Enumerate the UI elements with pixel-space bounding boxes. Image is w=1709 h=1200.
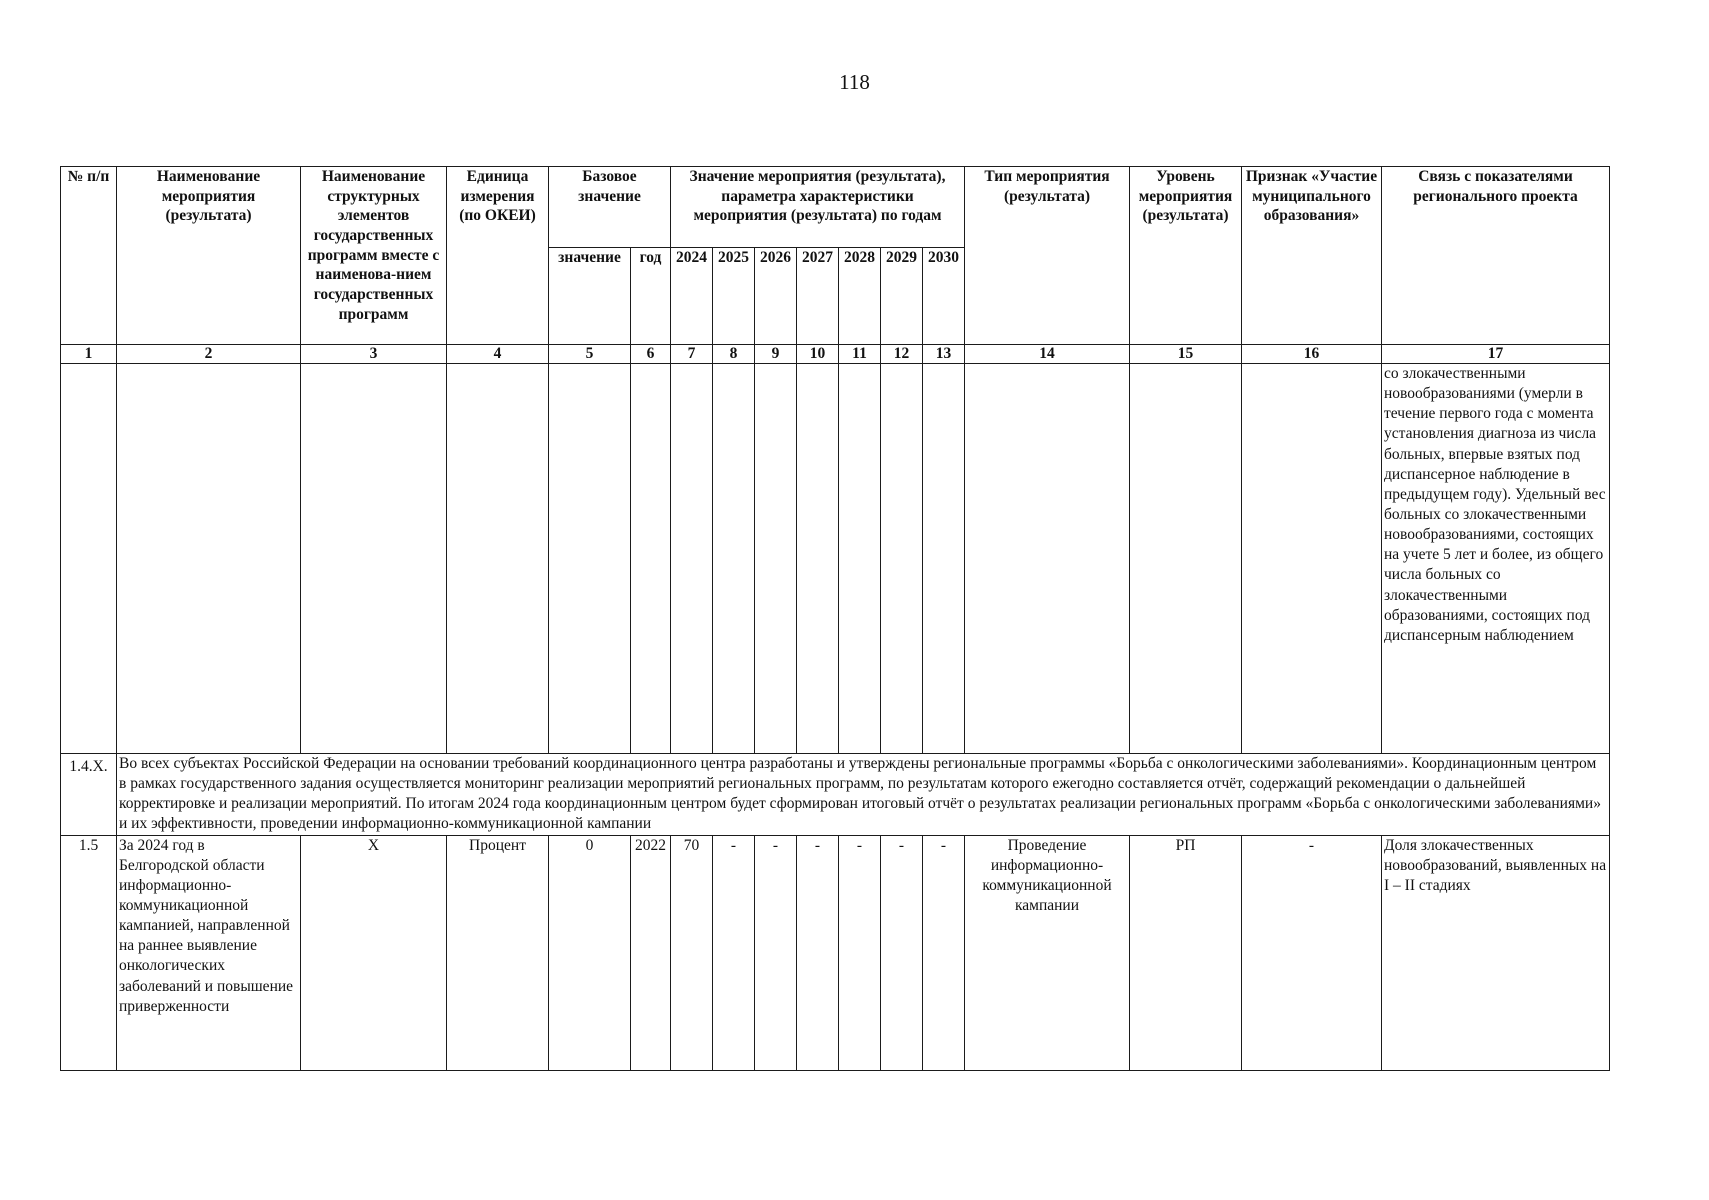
row-unit: Процент	[447, 835, 549, 1070]
header-num: № п/п	[61, 167, 117, 345]
empty-cell	[881, 364, 923, 754]
section-num: 1.4.X.	[61, 754, 117, 836]
header-event-values: Значение мероприятия (результата), параметра характеристики мероприятия (результата) по годам	[671, 167, 965, 248]
col-number: 15	[1130, 345, 1242, 364]
column-numbers-row	[61, 345, 1610, 364]
row-year-2026: -	[755, 835, 797, 1070]
col-number: 13	[923, 345, 965, 364]
empty-cell	[797, 364, 839, 754]
header-year-2024: 2024	[671, 248, 713, 345]
empty-cell	[671, 364, 713, 754]
header-base-sub-year: год	[631, 248, 671, 345]
empty-cell	[447, 364, 549, 754]
header-year-2029: 2029	[881, 248, 923, 345]
header-unit: Единица измерения (по ОКЕИ)	[447, 167, 549, 345]
col-number: 2	[117, 345, 301, 364]
empty-cell	[965, 364, 1130, 754]
row-year-2028: -	[839, 835, 881, 1070]
col-number: 1	[61, 345, 117, 364]
col-number: 4	[447, 345, 549, 364]
empty-cell	[1242, 364, 1382, 754]
row-event-type: Проведение информационно-коммуникационной кампании	[965, 835, 1130, 1070]
measures-table	[60, 166, 1610, 1071]
row-base-value: 0	[549, 835, 631, 1070]
header-year-2025: 2025	[713, 248, 755, 345]
empty-cell	[923, 364, 965, 754]
header-year-2030: 2030	[923, 248, 965, 345]
row-year-2025: -	[713, 835, 755, 1070]
row-base-year: 2022	[631, 835, 671, 1070]
continued-link-cell: со злокачественными новообразованиями (умерли в течение первого года с момента установления диагноза из числа больных, впервые взятых под диспансерное наблюдение в предыдущем году). Удельный вес больных со злокачественными новообразованиями, состоящих на учете 5 лет и более, из общего числа больных со злокачественными образованиями, состоящих под диспансерным наблюдением	[1382, 364, 1610, 754]
col-number: 5	[549, 345, 631, 364]
header-event-level: Уровень мероприятия (результата)	[1130, 167, 1242, 345]
section-row	[61, 754, 1610, 836]
header-year-2026: 2026	[755, 248, 797, 345]
empty-cell	[631, 364, 671, 754]
empty-cell	[713, 364, 755, 754]
col-number: 8	[713, 345, 755, 364]
header-link: Связь с показателями регионального проекта	[1382, 167, 1610, 345]
header-struct-elements: Наименование структурных элементов государственных программ вместе с наименова-нием государственных программ	[301, 167, 447, 345]
empty-cell	[1130, 364, 1242, 754]
col-number: 6	[631, 345, 671, 364]
row-event-name: За 2024 год в Белгородской области информационно-коммуникационной кампанией, направленной на раннее выявление онкологических заболеваний и повышение приверженности	[117, 835, 301, 1070]
continued-row	[61, 364, 1610, 754]
row-year-2027: -	[797, 835, 839, 1070]
page-number: 118	[839, 70, 870, 94]
col-number: 11	[839, 345, 881, 364]
empty-cell	[117, 364, 301, 754]
col-number: 12	[881, 345, 923, 364]
col-number: 17	[1382, 345, 1610, 364]
row-year-2029: -	[881, 835, 923, 1070]
header-event-type: Тип мероприятия (результата)	[965, 167, 1130, 345]
row-num: 1.5	[61, 835, 117, 1070]
header-base-value: Базовое значение	[549, 167, 671, 248]
empty-cell	[301, 364, 447, 754]
col-number: 10	[797, 345, 839, 364]
section-description: Во всех субъектах Российской Федерации на основании требований координационного центра разработаны и утверждены региональные программы «Борьба с онкологическими заболеваниями». Координационным центром в рамках государственного задания осуществляется мониторинг реализации мероприятий региональных программ, по результатам которого ежегодно составляется отчёт, содержащий рекомендации о дальнейшей корректировке и реализации мероприятий. По итогам 2024 года координационным центром будет сформирован итоговый отчёт о результатах реализации региональных программ «Борьба с онкологическими заболеваниями» и их эффективности, проведении информационно-коммуникационной кампании	[117, 754, 1610, 836]
col-number: 9	[755, 345, 797, 364]
empty-cell	[839, 364, 881, 754]
empty-cell	[61, 364, 117, 754]
row-year-2024: 70	[671, 835, 713, 1070]
col-number: 3	[301, 345, 447, 364]
row-link: Доля злокачественных новообразований, выявленных на I – II стадиях	[1382, 835, 1610, 1070]
col-number: 16	[1242, 345, 1382, 364]
header-year-2027: 2027	[797, 248, 839, 345]
col-number: 7	[671, 345, 713, 364]
col-number: 14	[965, 345, 1130, 364]
row-municipal: -	[1242, 835, 1382, 1070]
empty-cell	[549, 364, 631, 754]
header-event-name: Наименование мероприятия (результата)	[117, 167, 301, 345]
row-struct: Х	[301, 835, 447, 1070]
header-row-1	[61, 167, 1610, 248]
row-1-5	[61, 835, 1610, 1070]
empty-cell	[755, 364, 797, 754]
row-year-2030: -	[923, 835, 965, 1070]
header-base-sub-value: значение	[549, 248, 631, 345]
row-event-level: РП	[1130, 835, 1242, 1070]
header-year-2028: 2028	[839, 248, 881, 345]
header-municipal: Признак «Участие муниципального образования»	[1242, 167, 1382, 345]
